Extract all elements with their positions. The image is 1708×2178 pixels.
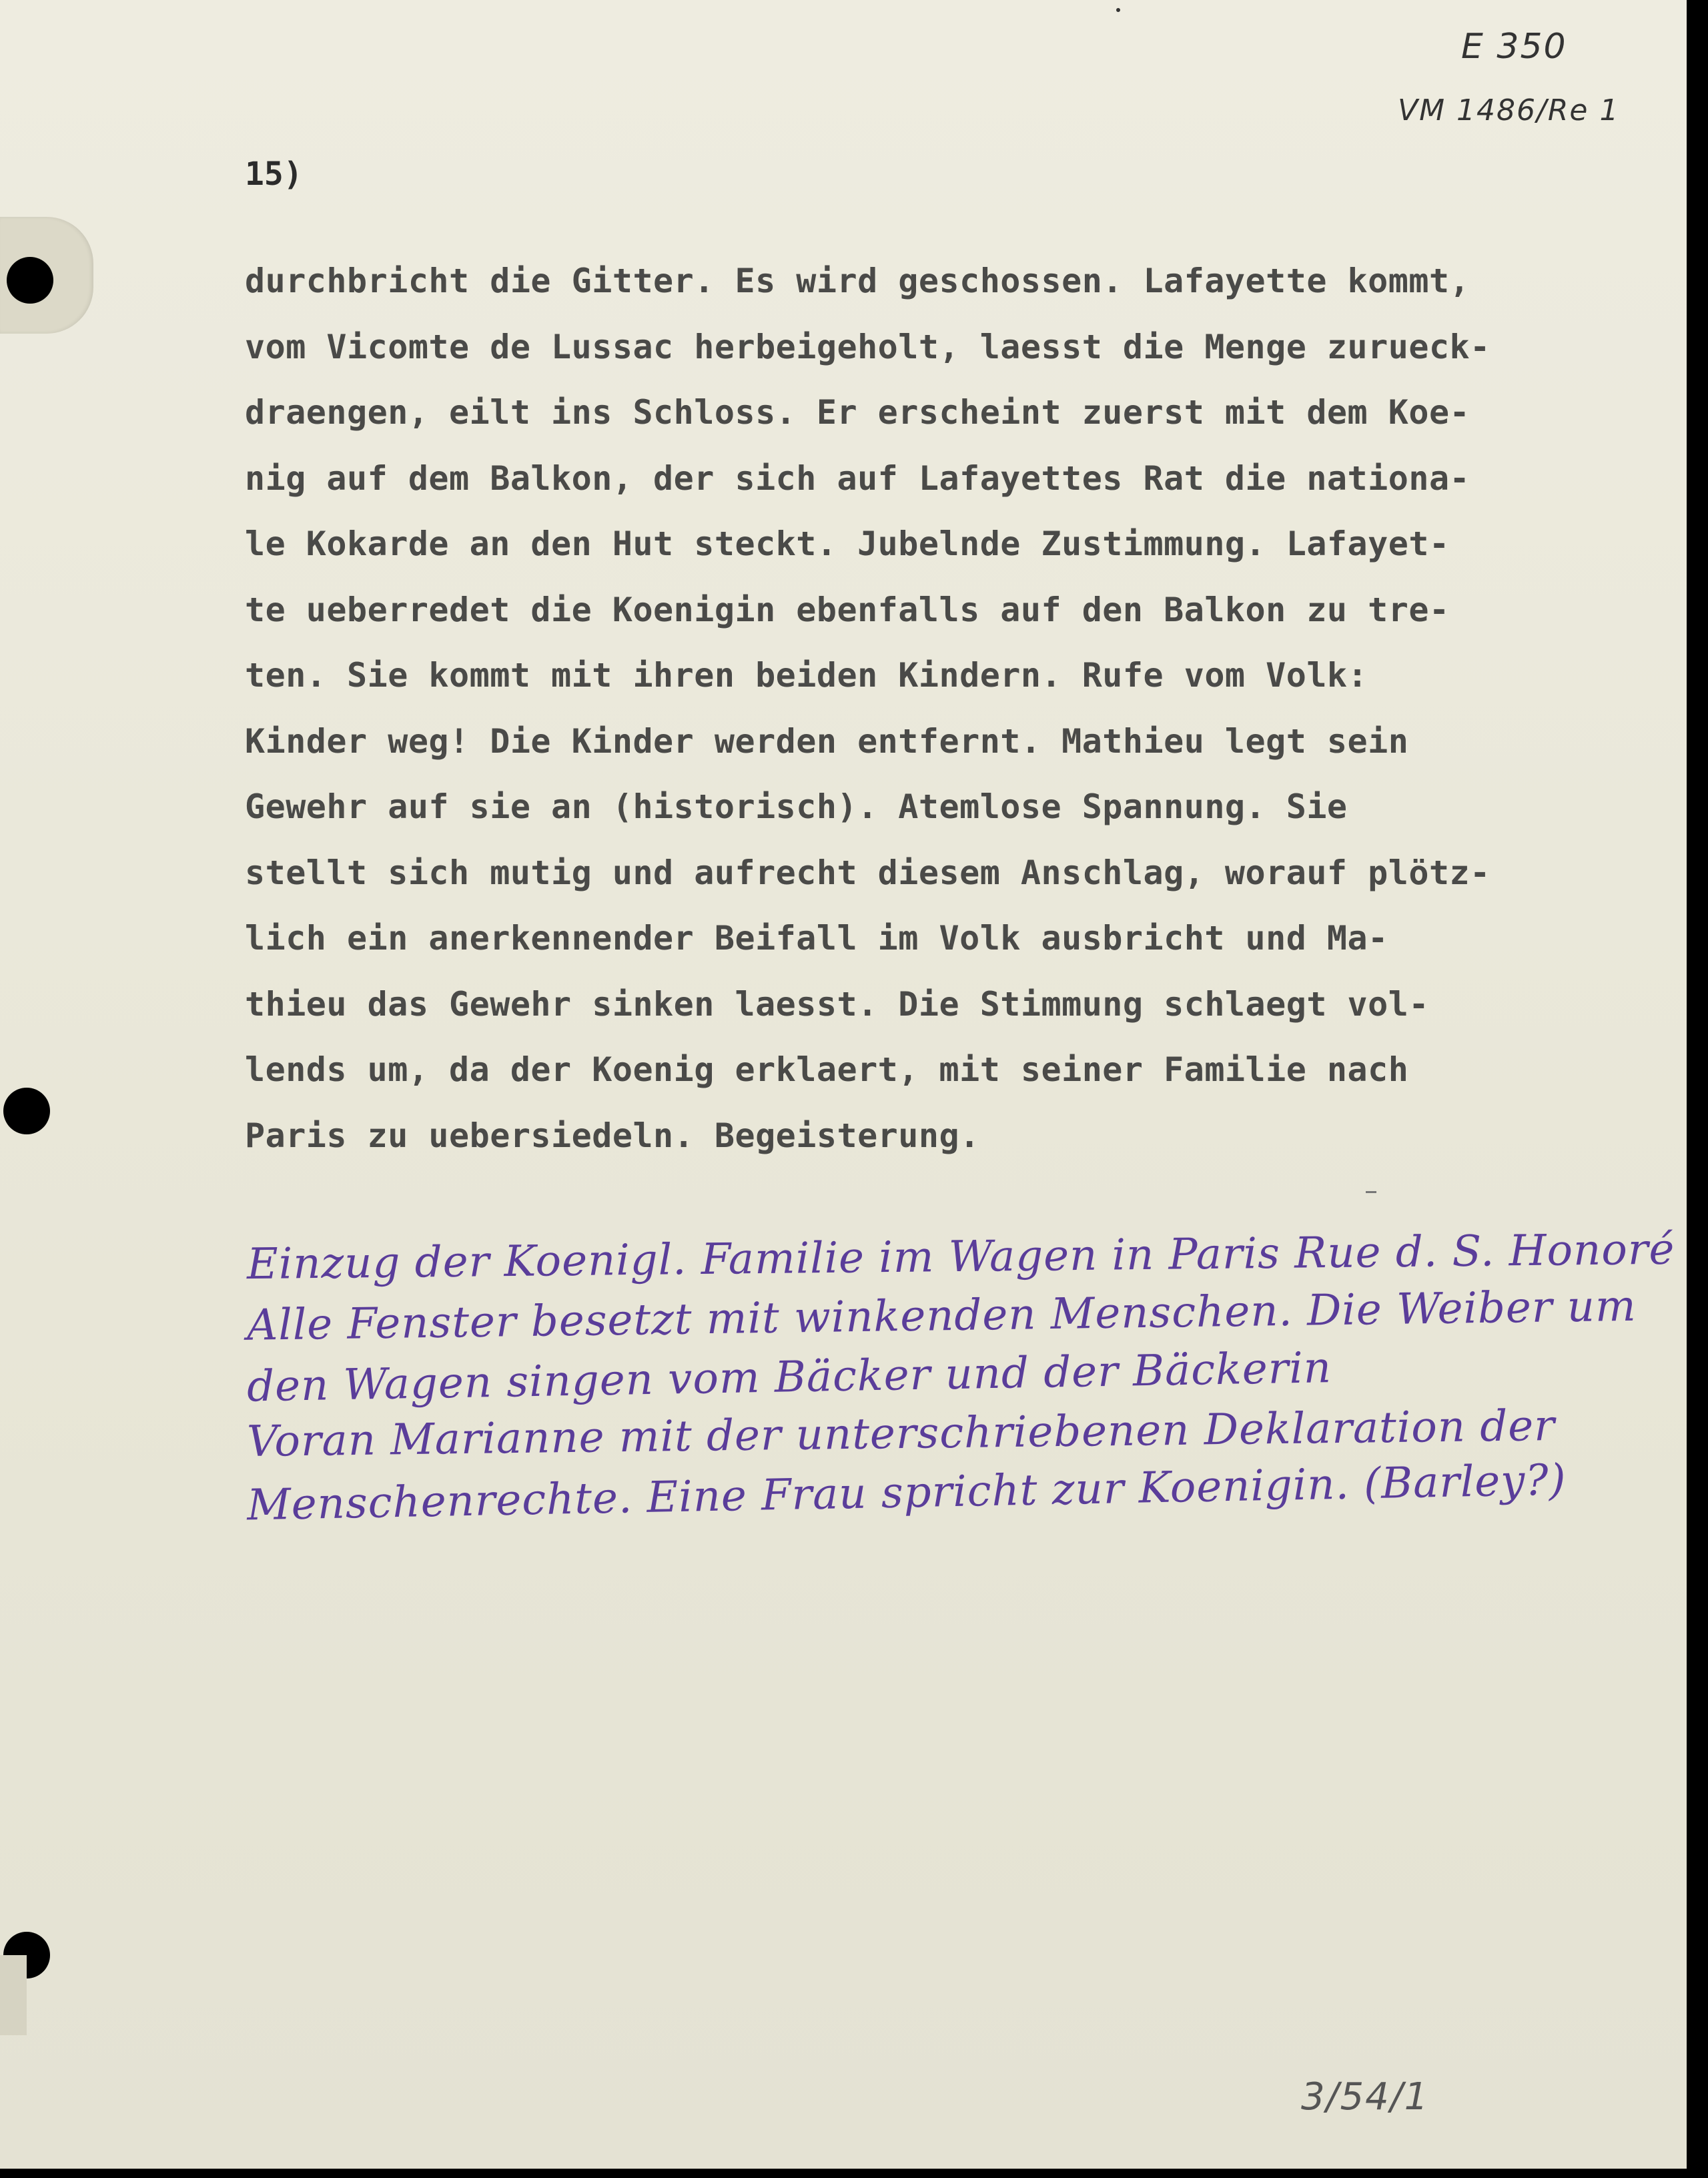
typescript-line: durchbricht die Gitter. Es wird geschossen. Lafayette kommt, [245,262,1470,300]
typescript-line: Gewehr auf sie an (historisch). Atemlose Spannung. Sie [245,787,1348,826]
typescript-body [245,248,1619,1168]
handwritten-line: Alle Fenster besetzt mit winkenden Menschen. Die Weiber um [246,1281,1637,1351]
handwritten-line: Menschenrechte. Eine Frau spricht zur Koenigin. (Barley?) [246,1455,1567,1531]
typescript-line: lich ein anerkennender Beifall im Volk ausbricht und Ma- [245,919,1388,958]
archive-reference: VM 1486/Re 1 [1398,93,1620,127]
handwritten-line: den Wagen singen vom Bäcker und der Bäckerin [246,1343,1332,1412]
archive-signature: E 350 [1461,27,1567,67]
typescript-line: draengen, eilt ins Schloss. Er erscheint zuerst mit dem Koe- [245,393,1470,432]
typescript-line: ten. Sie kommt mit ihren beiden Kindern. Rufe vom Volk: [245,656,1368,695]
handwritten-line: Einzug der Koenigl. Familie im Wagen in Paris Rue d. S. Honoré [246,1224,1675,1290]
typescript-line: Paris zu uebersiedeln. Begeisterung. [245,1116,980,1155]
typescript-line: te ueberredet die Koenigin ebenfalls auf den Balkon zu tre- [245,590,1450,629]
punch-hole-top [7,257,53,304]
typescript-line: stellt sich mutig und aufrecht diesem Anschlag, worauf plötz- [245,853,1490,892]
typescript-line: le Kokarde an den Hut steckt. Jubelnde Zustimmung. Lafayet- [245,524,1450,563]
typescript-line: thieu das Gewehr sinken laesst. Die Stimmung schlaegt vol- [245,984,1429,1024]
typescript-line: Kinder weg! Die Kinder werden entfernt. Mathieu legt sein [245,721,1409,761]
handwritten-line: Voran Marianne mit der unterschriebenen Deklaration der [246,1401,1556,1467]
typescript-line: lends um, da der Koenig erklaert, mit seiner Familie nach [245,1050,1409,1089]
margin-dot [1116,8,1120,12]
torn-edge [0,1955,27,2035]
typescript-line: vom Vicomte de Lussac herbeigeholt, laesst die Menge zurueck- [245,327,1490,366]
handwritten-annotation [246,1224,1675,1531]
page-number: 15) [245,155,303,193]
typescript-line: nig auf dem Balkon, der sich auf Lafayettes Rat die nationa- [245,458,1470,498]
folio-number: 3/54/1 [1301,2075,1430,2119]
punch-hole-middle [3,1088,50,1134]
margin-dash [1366,1191,1376,1193]
